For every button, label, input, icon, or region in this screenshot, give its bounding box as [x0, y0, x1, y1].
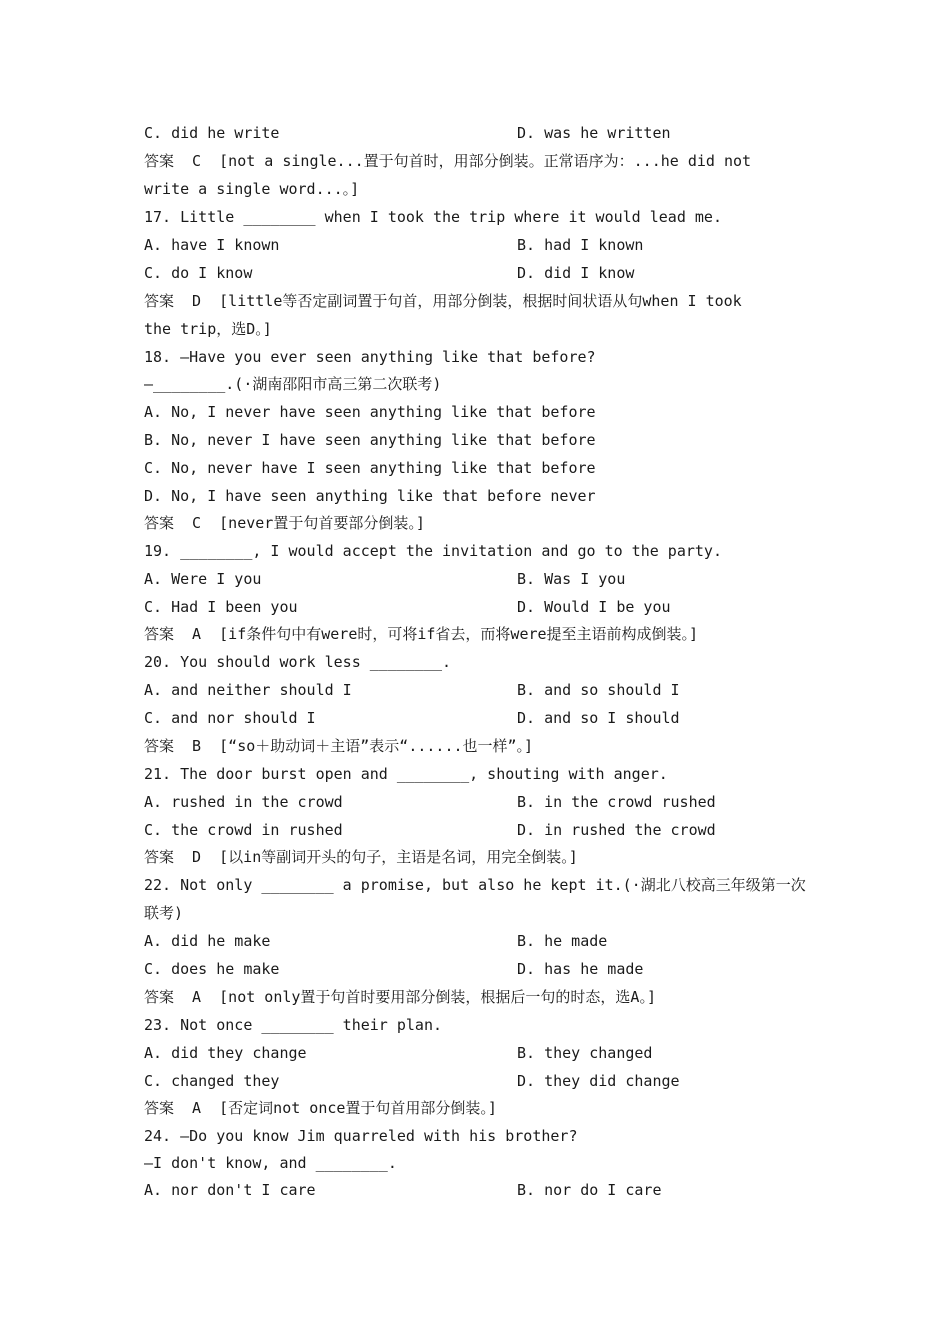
question-line — [144, 1015, 814, 1035]
question-text: —I don't know, and ________. — [144, 1154, 397, 1172]
option-line — [144, 458, 814, 478]
option-text: B. No, never I have seen anything like that before — [144, 431, 596, 449]
option-right: D. did I know — [517, 264, 635, 282]
question-line — [144, 1126, 814, 1146]
text-line — [144, 680, 814, 700]
option-left: C. the crowd in rushed — [144, 821, 343, 839]
option-right: D. they did change — [517, 1072, 680, 1090]
answer-line — [144, 736, 814, 756]
option-left: A. and neither should I — [144, 681, 352, 699]
option-left: C. do I know — [144, 264, 253, 282]
option-left: C. did he write — [144, 124, 280, 142]
option-right: D. was he written — [517, 124, 671, 142]
option-left: C. changed they — [144, 1072, 280, 1090]
answer-line — [144, 987, 814, 1007]
text-line — [144, 235, 814, 255]
question-line — [144, 875, 814, 895]
option-text: A. No, I never have seen anything like that before — [144, 403, 596, 421]
option-right: B. he made — [517, 932, 608, 950]
answer-line — [144, 1098, 814, 1118]
option-left: A. rushed in the crowd — [144, 793, 343, 811]
option-line — [144, 486, 814, 506]
answer-text: 答案 A [not only置于句首时要用部分倒装，根据后一句的时态，选A。] — [144, 988, 656, 1006]
answer-line — [144, 291, 814, 311]
question-text: 联考) — [144, 904, 184, 922]
text-line — [144, 820, 814, 840]
answer-text: write a single word...。] — [144, 180, 360, 198]
text-line — [144, 903, 814, 923]
answer-line — [144, 513, 814, 533]
answer-text: 答案 A [if条件句中有were时，可将if省去，而将were提至主语前构成倒装。] — [144, 625, 699, 643]
text-line — [144, 374, 814, 394]
text-line — [144, 319, 814, 339]
option-right: B. nor do I care — [517, 1181, 662, 1199]
question-text: 21. The door burst open and ________, shouting with anger. — [144, 765, 668, 783]
option-line — [144, 402, 814, 422]
answer-text: 答案 C [not a single...置于句首时，用部分倒装。正常语序为：...he did not — [144, 152, 752, 170]
option-right: B. Was I you — [517, 570, 626, 588]
option-right: B. had I known — [517, 236, 644, 254]
option-right: D. in rushed the crowd — [517, 821, 716, 839]
option-right: D. Would I be you — [517, 598, 671, 616]
text-line — [144, 1043, 814, 1063]
option-left: C. does he make — [144, 960, 280, 978]
option-left: A. have I known — [144, 236, 280, 254]
question-line — [144, 207, 814, 227]
text-line — [144, 959, 814, 979]
answer-text: 答案 A [否定词not once置于句首用部分倒装。] — [144, 1099, 497, 1117]
answer-line — [144, 624, 814, 644]
text-line — [144, 1180, 814, 1200]
option-left: A. did they change — [144, 1044, 307, 1062]
option-text: D. No, I have seen anything like that before never — [144, 487, 596, 505]
text-line — [144, 123, 814, 143]
text-line — [144, 597, 814, 617]
text-line — [144, 1071, 814, 1091]
option-left: C. and nor should I — [144, 709, 316, 727]
text-line — [144, 792, 814, 812]
option-left: A. did he make — [144, 932, 271, 950]
question-text: 17. Little ________ when I took the trip where it would lead me. — [144, 208, 722, 226]
option-right: D. has he made — [517, 960, 644, 978]
text-line — [144, 263, 814, 283]
question-line — [144, 764, 814, 784]
option-right: D. and so I should — [517, 709, 680, 727]
text-line — [144, 179, 814, 199]
question-text: 22. Not only ________ a promise, but also he kept it.(·湖北八校高三年级第一次 — [144, 876, 806, 894]
text-line — [144, 1153, 814, 1173]
text-line — [144, 569, 814, 589]
question-text: 18. —Have you ever seen anything like that before? — [144, 348, 596, 366]
answer-text: 答案 B [“so＋助动词＋主语”表示“......也一样”。] — [144, 737, 534, 755]
question-line — [144, 652, 814, 672]
option-right: B. and so should I — [517, 681, 680, 699]
question-text: —________.(·湖南邵阳市高三第二次联考) — [144, 375, 442, 393]
answer-text: 答案 D [以in等副词开头的句子，主语是名词，用完全倒装。] — [144, 848, 578, 866]
question-text: 24. —Do you know Jim quarreled with his brother? — [144, 1127, 578, 1145]
text-line — [144, 708, 814, 728]
question-line — [144, 347, 814, 367]
answer-text: 答案 D [little等否定副词置于句首，用部分倒装，根据时间状语从句when I took — [144, 292, 742, 310]
question-line — [144, 541, 814, 561]
option-right: B. they changed — [517, 1044, 653, 1062]
option-left: C. Had I been you — [144, 598, 298, 616]
option-text: C. No, never have I seen anything like that before — [144, 459, 596, 477]
answer-text: the trip，选D。] — [144, 320, 272, 338]
question-text: 23. Not once ________ their plan. — [144, 1016, 443, 1034]
text-line — [144, 931, 814, 951]
question-text: 20. You should work less ________. — [144, 653, 452, 671]
answer-line — [144, 151, 814, 171]
option-left: A. Were I you — [144, 570, 262, 588]
answer-line — [144, 847, 814, 867]
answer-text: 答案 C [never置于句首要部分倒装。] — [144, 514, 425, 532]
option-left: A. nor don't I care — [144, 1181, 316, 1199]
option-right: B. in the crowd rushed — [517, 793, 716, 811]
question-text: 19. ________, I would accept the invitation and go to the party. — [144, 542, 722, 560]
option-line — [144, 430, 814, 450]
